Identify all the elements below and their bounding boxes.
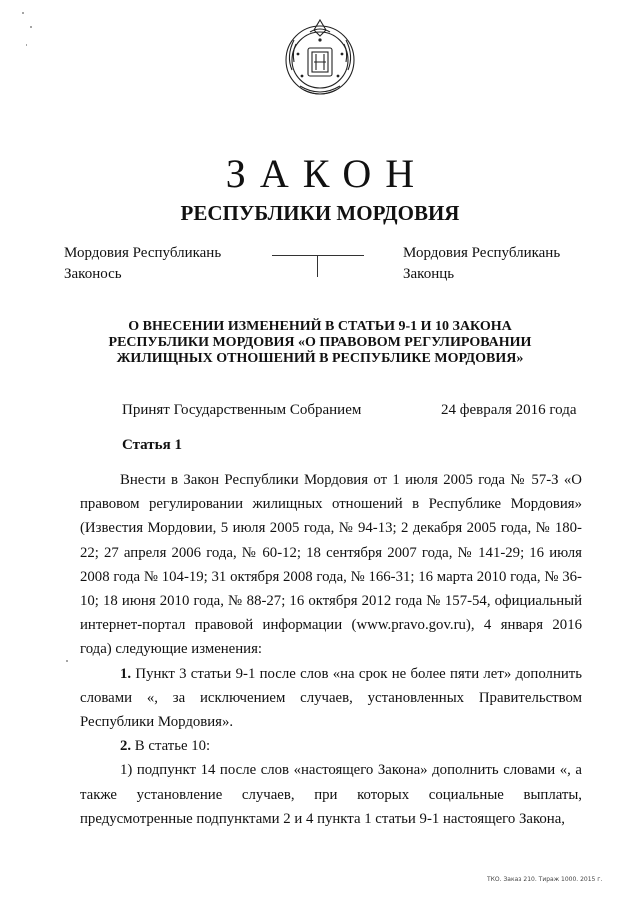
law-heading: О ВНЕСЕНИИ ИЗМЕНЕНИЙ В СТАТЬИ 9-1 И 10 ЗАКОНА РЕСПУБЛИКИ МОРДОВИЯ «О ПРАВОВОМ РЕГУЛИРОВАНИИ ЖИЛИЩНЫХ ОТНОШЕНИЙ В РЕСПУБЛИКЕ МОРДОВИЯ» [108,319,532,366]
adopted-by: Принят Государственным Собранием [122,402,362,418]
scan-artifact [26,44,27,46]
article-intro-paragraph: Внести в Закон Республики Мордовия от 1 июля 2005 года № 57-З «О правовом регулировании жилищных отношений в Республике Мордовия» (Известия Мордовии, 5 июля 2005 года, № 94-13; 2 декабря 2005 года, № 180-22; 27 апреля 2006 года, № 60-12; 18 сентября 2007 года, № 141-29; 16 июля 2008 года № 104-19; 31 октября 2008 года, № 166-31; 16 марта 2010 года, № 36-10; 18 июня 2010 года, № 88-27; 16 октября 2012 года № 157-54, официальный интернет-портал правовой информации (www.pravo.gov.ru), 4 января 2016 года) следующие изменения: [80,472,582,658]
document-subtitle: РЕСПУБЛИКИ МОРДОВИЯ [180,201,460,225]
item-text: В статье 10: [131,738,211,755]
document-title: ЗАКОН [225,151,429,196]
article-body [80,468,582,831]
scan-artifact [30,26,32,28]
item-number: 2. [120,738,132,755]
amendment-item-2 [80,734,582,758]
moksha-title-line-1: Мордовия Республикань [64,245,222,261]
erzya-title-block [403,243,560,285]
moksha-title-block [64,243,221,285]
registration-line [272,255,364,256]
coat-of-arms-emblem [280,14,360,98]
registration-line-vertical [317,255,318,277]
adopted-date: 24 февраля 2016 года [441,402,577,418]
erzya-title-line-2: Законць [403,266,455,282]
amendment-item-1 [80,662,582,735]
erzya-title-line-1: Мордовия Республикань [403,245,561,261]
scan-artifact [22,12,24,14]
amendment-subitem-1: 1) подпункт 14 после слов «настоящего Закона» дополнить словами «, а также установление случаев, при которых социальные выплаты, предусмотренные подпунктами 2 и 4 пункта 1 статьи 9-1 настоящего Закона, [80,762,582,827]
moksha-title-line-2: Законось [64,266,122,282]
item-text: Пункт 3 статьи 9-1 после слов «на срок не более пяти лет» дополнить словами «, за исключением случаев, установленных Правительством Республики Мордовия». [80,665,582,731]
scan-artifact [66,660,68,662]
article-title: Статья 1 [122,437,182,453]
print-mark: ТКО. Заказ 210. Тираж 1000. 2015 г. [487,876,603,883]
item-number: 1. [120,665,132,682]
